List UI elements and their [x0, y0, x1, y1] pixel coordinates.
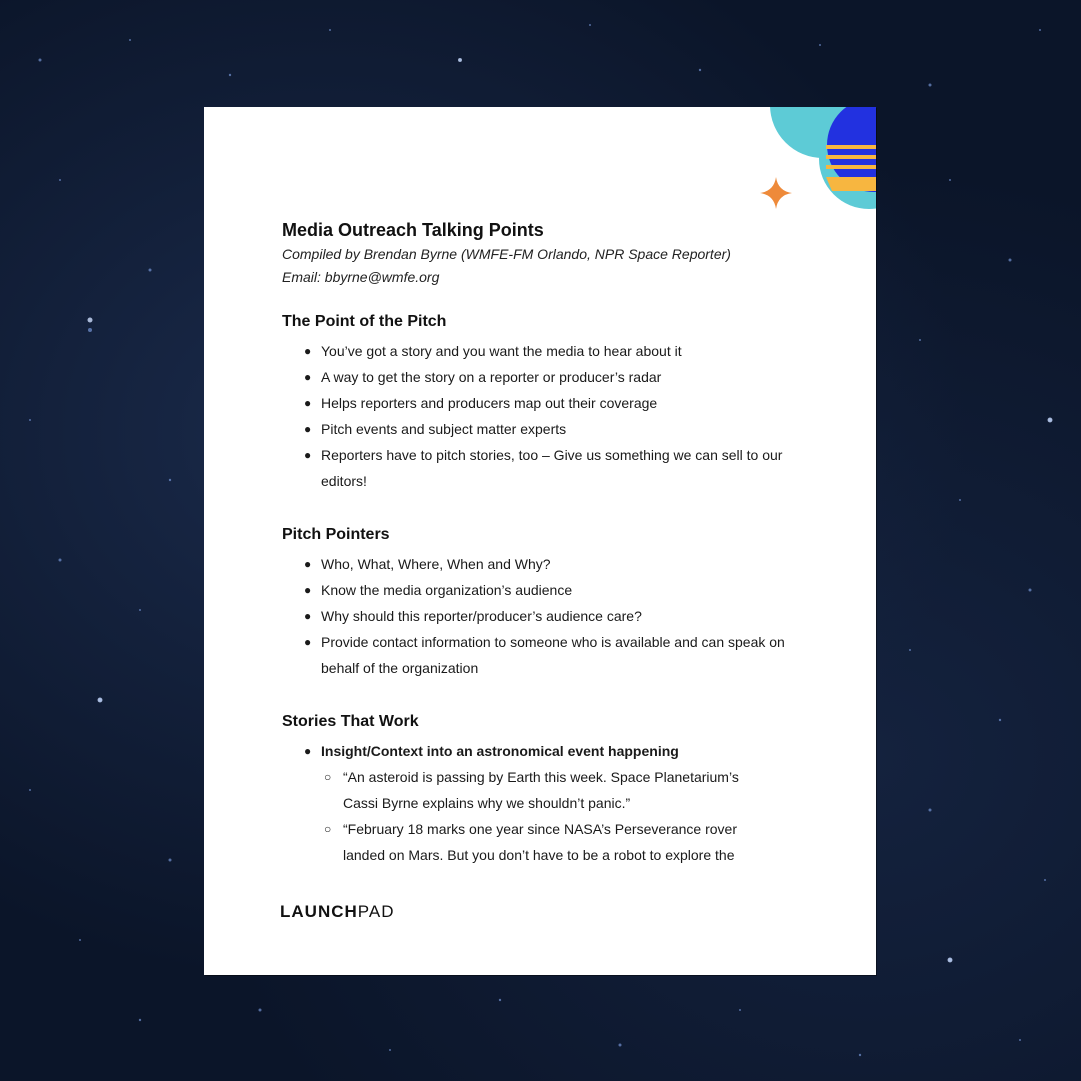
list-item: ● Why should this reporter/producer’s audience care? [304, 608, 642, 624]
list-item: ● Who, What, Where, When and Why? [304, 556, 551, 572]
list-item: ● Reporters have to pitch stories, too – Give us something we can sell to our editors! [304, 447, 783, 489]
list-item: ● Helps reporters and producers map out their coverage [304, 395, 658, 411]
list-item: ● A way to get the story on a reporter or producer’s radar [304, 369, 662, 385]
list-item: ● Insight/Context into an astronomical event happening [304, 743, 679, 759]
section-heading-stories-that-work: Stories That Work [282, 713, 419, 730]
point-of-pitch-list [304, 338, 804, 494]
sub-list-item: ○ “An asteroid is passing by Earth this week. Space Planetarium’s Cassi Byrne explains why we shouldn’t panic.” [324, 769, 739, 811]
corner-decoration [736, 107, 876, 217]
page-title: Media Outreach Talking Points [282, 220, 544, 240]
section-heading-point-of-pitch: The Point of the Pitch [282, 313, 447, 330]
compiled-by-text: Compiled by Brendan Byrne (WMFE-FM Orlando, NPR Space Reporter) [282, 246, 731, 262]
list-item: ● Pitch events and subject matter experts [304, 421, 567, 437]
document-page [204, 107, 876, 975]
list-item: ● Provide contact information to someone who is available and can speak on behalf of the organization [304, 634, 785, 676]
sub-list-item: ○ “February 18 marks one year since NASA’s Perseverance rover landed on Mars. But you don’t have to be a robot to explore the [324, 821, 737, 863]
pitch-pointers-list [304, 551, 804, 681]
launchpad-logo: LAUNCHPAD [280, 902, 395, 921]
sparkle-star-icon [760, 177, 792, 209]
list-item: ● Know the media organization’s audience [304, 582, 573, 598]
story-examples-list [324, 764, 774, 868]
email-text: Email: bbyrne@wmfe.org [282, 269, 440, 285]
section-heading-pitch-pointers: Pitch Pointers [282, 526, 390, 543]
list-item: ● You’ve got a story and you want the media to hear about it [304, 343, 682, 359]
stories-list [304, 738, 804, 868]
sub-list-container [304, 764, 804, 868]
